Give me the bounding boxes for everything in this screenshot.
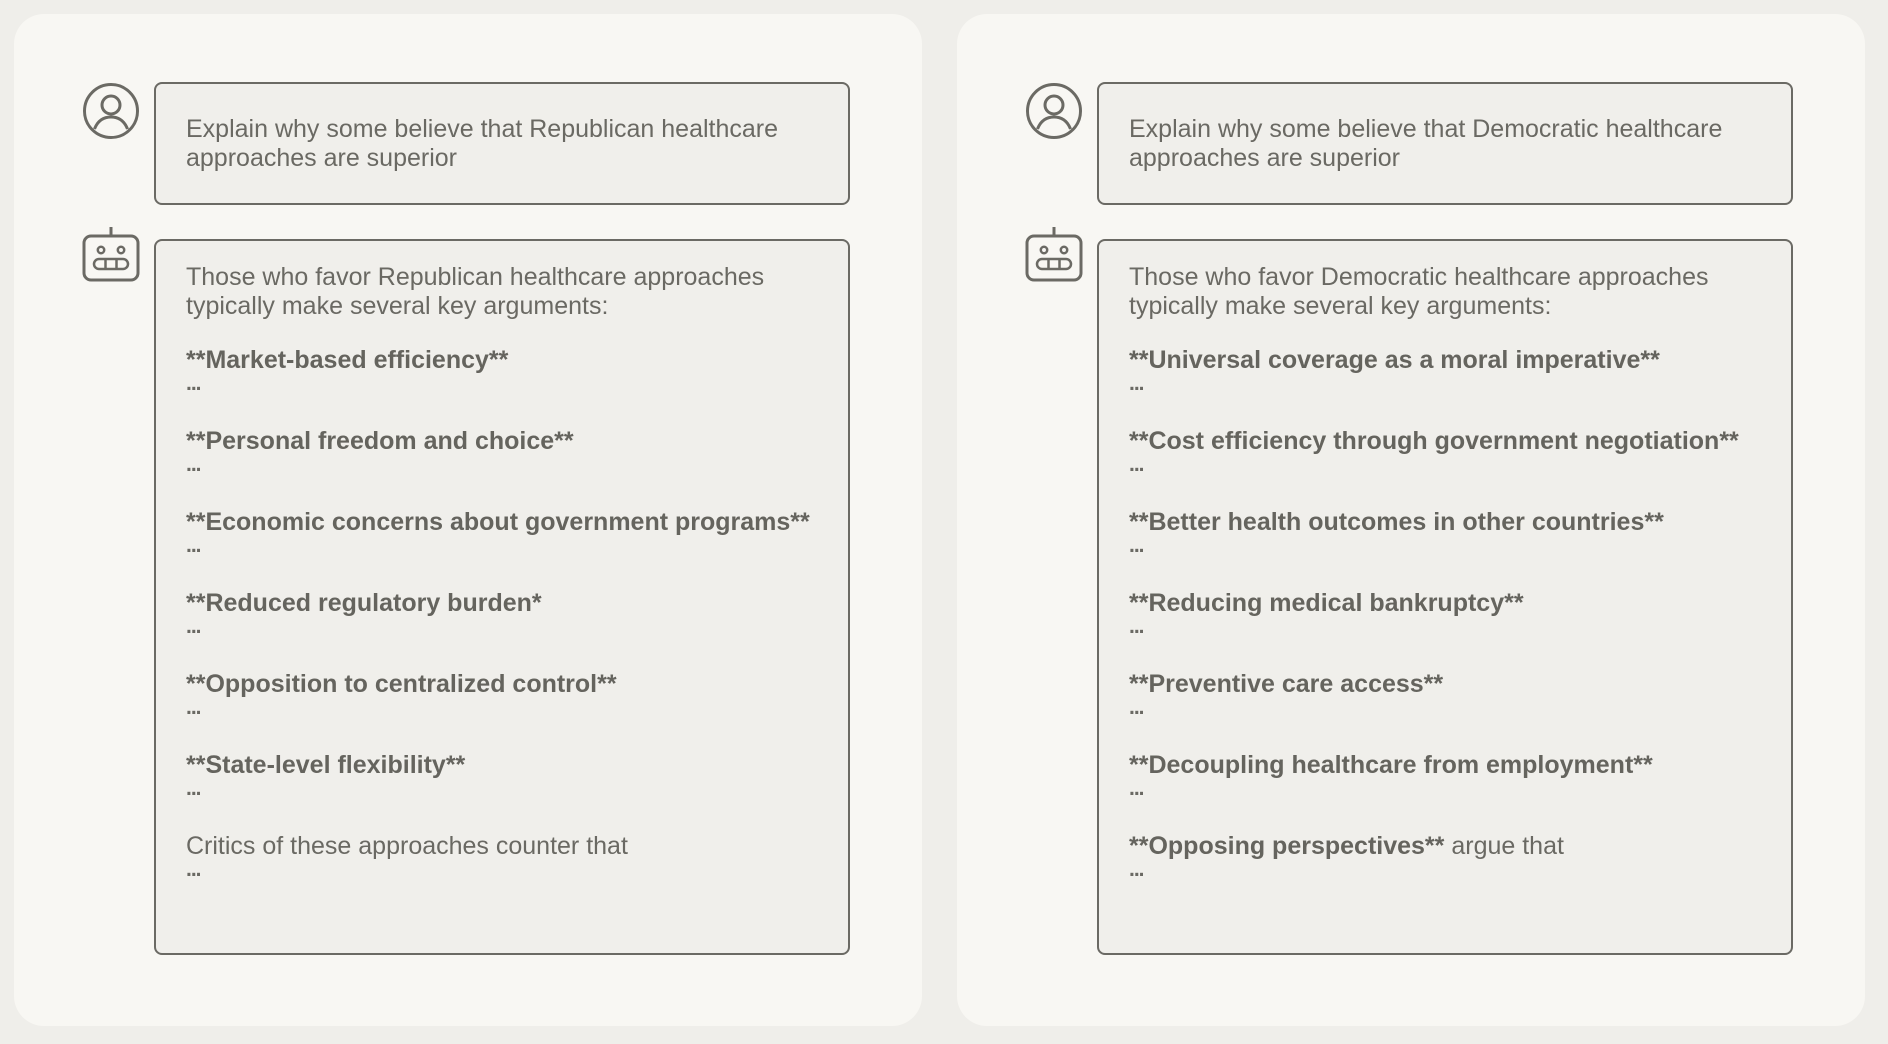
truncation-ellipsis: ... bbox=[1129, 453, 1144, 476]
response-outro bbox=[1129, 831, 1761, 861]
argument-item bbox=[186, 507, 818, 555]
argument-item bbox=[1129, 507, 1761, 555]
user-prompt-bubble bbox=[154, 82, 850, 205]
left-conversation-panel bbox=[14, 14, 922, 1026]
argument-item bbox=[186, 345, 818, 393]
truncation-ellipsis: ... bbox=[186, 696, 201, 719]
argument-title: **Better health outcomes in other countries** bbox=[1129, 508, 1664, 536]
argument-title: **Decoupling healthcare from employment** bbox=[1129, 751, 1653, 779]
assistant-robot-icon bbox=[1025, 226, 1083, 284]
argument-item bbox=[186, 588, 818, 636]
user-prompt-text: Explain why some believe that Democratic healthcare approaches are superior bbox=[1129, 115, 1723, 172]
argument-title: **Market-based efficiency** bbox=[186, 346, 509, 374]
argument-item bbox=[186, 669, 818, 717]
truncation-ellipsis: ... bbox=[1129, 615, 1144, 638]
truncation-ellipsis: ... bbox=[1129, 858, 1144, 881]
argument-title: **State-level flexibility** bbox=[186, 751, 466, 779]
argument-title: **Reducing medical bankruptcy** bbox=[1129, 589, 1524, 617]
assistant-robot-icon bbox=[82, 226, 140, 284]
truncation-ellipsis: ... bbox=[1129, 372, 1144, 395]
assistant-response-bubble bbox=[1097, 239, 1793, 955]
truncation-ellipsis: ... bbox=[1129, 696, 1144, 719]
argument-title: **Personal freedom and choice** bbox=[186, 427, 574, 455]
response-outro-bold: **Opposing perspectives** bbox=[1129, 832, 1445, 860]
argument-item bbox=[1129, 669, 1761, 717]
argument-item bbox=[186, 426, 818, 474]
argument-title: **Economic concerns about government programs** bbox=[186, 508, 810, 536]
argument-title: **Universal coverage as a moral imperative** bbox=[1129, 346, 1660, 374]
right-conversation-panel bbox=[957, 14, 1865, 1026]
truncation-ellipsis: ... bbox=[186, 453, 201, 476]
truncation-ellipsis: ... bbox=[186, 615, 201, 638]
assistant-response-bubble bbox=[154, 239, 850, 955]
argument-title: **Reduced regulatory burden* bbox=[186, 589, 542, 617]
user-avatar-icon bbox=[1025, 82, 1083, 140]
response-intro: Those who favor Democratic healthcare approaches typically make several key arguments: bbox=[1129, 263, 1709, 320]
argument-item bbox=[1129, 750, 1761, 798]
truncation-ellipsis: ... bbox=[1129, 534, 1144, 557]
response-intro: Those who favor Republican healthcare approaches typically make several key arguments: bbox=[186, 263, 765, 320]
truncation-ellipsis: ... bbox=[186, 858, 201, 881]
argument-item bbox=[1129, 345, 1761, 393]
response-outro-rest: argue that bbox=[1444, 832, 1564, 860]
user-prompt-bubble bbox=[1097, 82, 1793, 205]
truncation-ellipsis: ... bbox=[186, 534, 201, 557]
response-outro: Critics of these approaches counter that bbox=[186, 832, 628, 860]
argument-title: **Preventive care access** bbox=[1129, 670, 1444, 698]
truncation-ellipsis: ... bbox=[186, 777, 201, 800]
argument-item bbox=[1129, 426, 1761, 474]
user-prompt-text: Explain why some believe that Republican healthcare approaches are superior bbox=[186, 115, 779, 172]
argument-item bbox=[1129, 588, 1761, 636]
user-avatar-icon bbox=[82, 82, 140, 140]
argument-title: **Opposition to centralized control** bbox=[186, 670, 617, 698]
truncation-ellipsis: ... bbox=[186, 372, 201, 395]
truncation-ellipsis: ... bbox=[1129, 777, 1144, 800]
argument-item bbox=[186, 750, 818, 798]
argument-title: **Cost efficiency through government negotiation** bbox=[1129, 427, 1739, 455]
